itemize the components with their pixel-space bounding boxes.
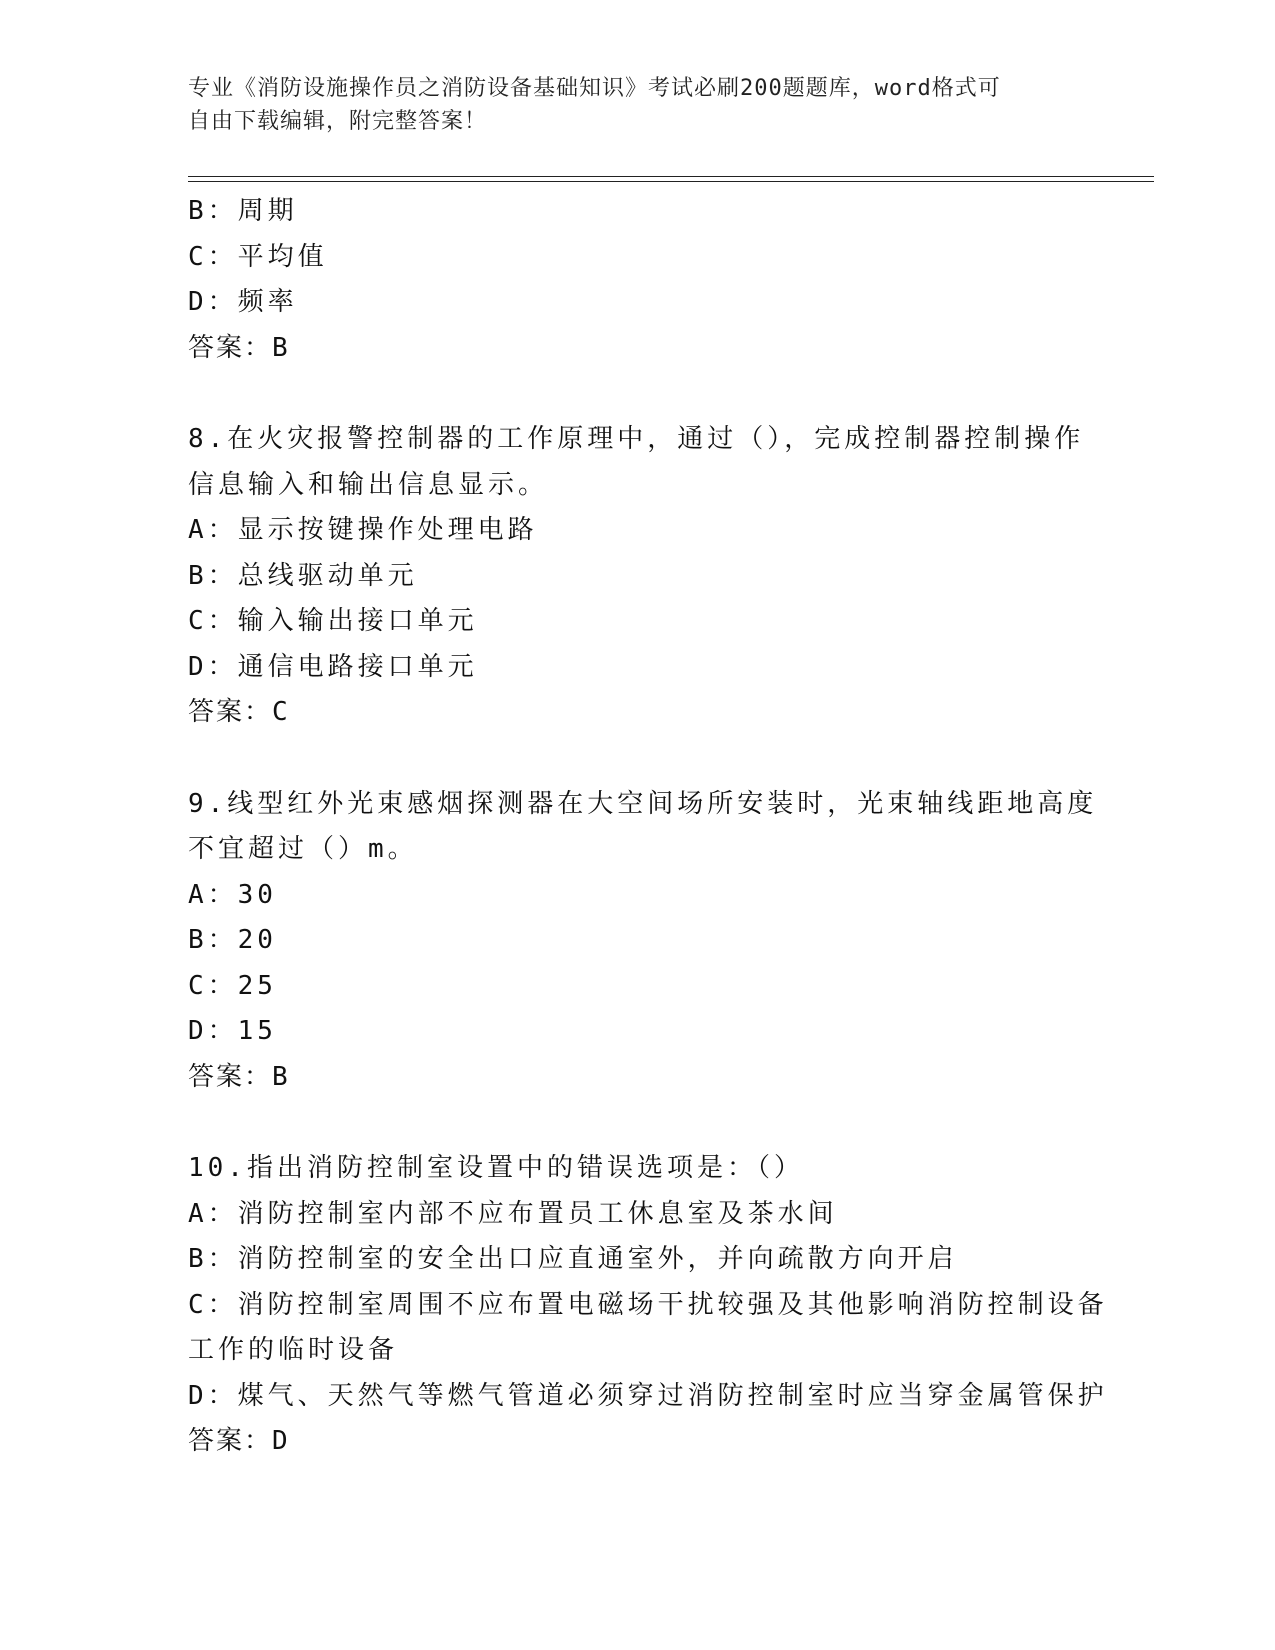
option-c-continued: 工作的临时设备 (188, 1335, 399, 1365)
answer-label: 答案：D (188, 1426, 290, 1456)
option-d: D：频率 (188, 287, 298, 317)
option-c: C：25 (188, 970, 277, 1001)
header-rule-top (188, 176, 1154, 177)
option-b: B：20 (188, 925, 277, 955)
option-d: D：15 (188, 1016, 277, 1046)
question-8 (188, 417, 1088, 736)
option-c: C：消防控制室周围不应布置电磁场干扰较强及其他影响消防控制设备 (188, 1289, 1108, 1320)
option-a: A：30 (188, 879, 277, 910)
option-d: D：通信电路接口单元 (188, 651, 478, 682)
header-line-1: 专业《消防设施操作员之消防设备基础知识》考试必刷200题题库，word格式可 (188, 76, 1001, 101)
option-a: A：显示按键操作处理电路 (188, 515, 538, 545)
question-stem: 8.在火灾报警控制器的工作原理中，通过（），完成控制器控制操作 (188, 424, 1085, 454)
option-c: C：输入输出接口单元 (188, 606, 478, 636)
option-a: A：消防控制室内部不应布置员工休息室及茶水间 (188, 1198, 838, 1229)
option-b: B：消防控制室的安全出口应直通室外，并向疏散方向开启 (188, 1244, 958, 1274)
option-b: B：周期 (188, 196, 298, 226)
document-header (188, 72, 1068, 138)
question-stem: 9.线型红外光束感烟探测器在大空间场所安装时，光束轴线距地高度 (188, 788, 1098, 819)
option-d: D：煤气、天然气等燃气管道必须穿过消防控制室时应当穿金属管保护 (188, 1380, 1108, 1411)
answer-label: 答案：B (188, 1061, 290, 1092)
option-c: C：平均值 (188, 241, 328, 272)
answer-label: 答案：C (188, 697, 290, 727)
answer-label: 答案：B (188, 332, 290, 363)
question-10 (188, 1146, 1108, 1465)
option-b: B：总线驱动单元 (188, 560, 418, 591)
header-line-2: 自由下载编辑，附完整答案！ (188, 109, 488, 134)
question-stem: 10.指出消防控制室设置中的错误选项是：（） (188, 1153, 804, 1183)
question-prev (188, 189, 1088, 371)
question-stem-continued: 不宜超过（）m。 (188, 834, 418, 864)
question-list (188, 189, 1108, 1465)
header-rule-bottom (188, 181, 1154, 182)
question-stem-continued: 信息输入和输出信息显示。 (188, 469, 549, 500)
question-9 (188, 782, 1098, 1101)
